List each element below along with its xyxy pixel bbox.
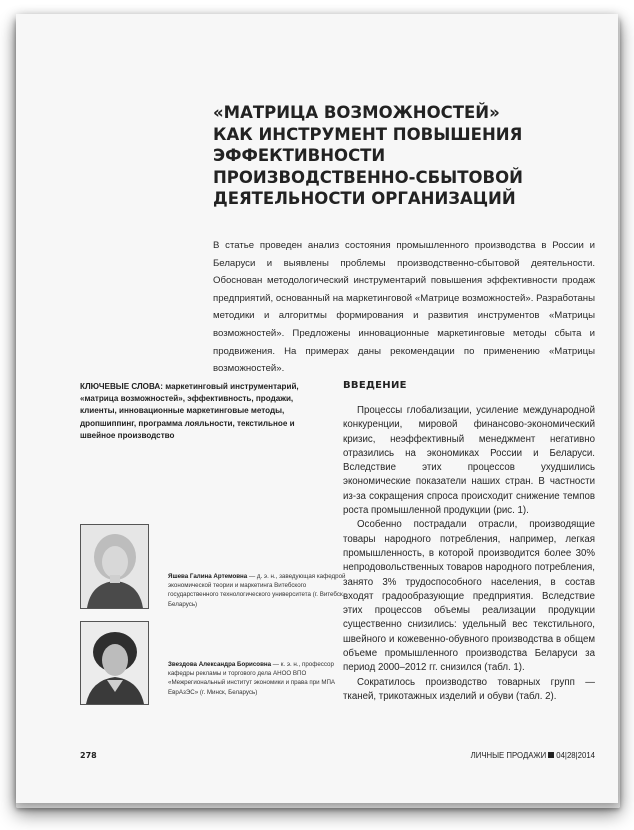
author-name: Звездова Александра Борисовна — [168, 661, 272, 668]
article-title — [213, 102, 543, 210]
title-line: ДЕЯТЕЛЬНОСТИ ОРГАНИЗАЦИЙ — [213, 189, 516, 208]
journal-name: ЛИЧНЫЕ ПРОДАЖИ — [470, 751, 547, 760]
body-paragraph: Особенно пострадали отрасли, производящие товары народного потребления, например, легкая промышленность, в которой производится более 30% непродовольственных товаров народного потребления, занято 3% трудоспособного населения, в состав входят градообразующие предприятия. Вследствие этих процессов объемы реализации продукции существенно снизились: удельный вес текстильного, швейного и кожевенно-обувного производства в общем объеме промышленного производства Беларуси за период 2000–2012 гг. снизился (табл. 1). — [343, 519, 595, 674]
body-paragraph: Процессы глобализации, усиление международной конкуренции, мировой финансово-экономический кризис, неэффективный менеджмент негативно отразились на экономиках России и Беларуси. Вследствие этих процессов ухудшились экономические показатели наших стран. В частности из-за сокращения спроса происходит снижение темпов роста промышленной продукции (рис. 1). — [343, 405, 595, 517]
abstract: В статье проведен анализ состояния промышленного производства в России и Беларуси и выявлены проблемы производственно-сбытовой деятельности. Обоснован методологический инструментарий повышения эффективности продаж предприятий, основанный на маркетинговой «Матрице возможностей». Разработаны методики и алгоритмы формирования и развития инструментов «Матрицы возможностей». Предложены инновационные маркетинговые методы сбыта и продвижения. На примерах даны рекомендации по применению «Матрицы возможностей». — [213, 240, 595, 375]
section-heading: ВВЕДЕНИЕ — [343, 380, 407, 391]
square-icon — [548, 752, 554, 758]
author-details: — д. э. н., заведующая кафедрой экономической теории и маркетинга Витебского государственного технологического университета (г. Витебск, Беларусь) — [168, 573, 346, 608]
title-line: ПРОИЗВОДСТВЕННО-СБЫТОВОЙ — [213, 167, 523, 187]
title-line: КАК ИНСТРУМЕНТ ПОВЫШЕНИЯ — [213, 124, 523, 144]
article-body — [343, 404, 595, 704]
author-photo — [80, 621, 149, 705]
title-line: «МАТРИЦА ВОЗМОЖНОСТЕЙ» — [213, 103, 500, 122]
author-info — [168, 660, 348, 697]
journal-footer — [471, 751, 595, 760]
author-info — [168, 572, 348, 609]
author-photo — [80, 524, 149, 609]
author-name: Яшева Галина Артемовна — [168, 573, 248, 580]
author-details: — к. э. н., профессор кафедры рекламы и торгового дела АНОО ВПО «Межрегиональный институт экономики и права при МПА ЕврАзЭС» (г. Минск, Беларусь) — [168, 661, 336, 696]
issue-number: 04|28|2014 — [556, 751, 595, 760]
page-number: 278 — [80, 751, 97, 760]
body-paragraph: Сократилось производство товарных групп — тканей, трикотажных изделий и обуви (табл. 2). — [343, 676, 595, 702]
title-line: ЭФФЕКТИВНОСТИ — [213, 146, 386, 165]
keywords: КЛЮЧЕВЫЕ СЛОВА: маркетинговый инструментарий, «матрица возможностей», эффективность, продажи, клиенты, инновационные маркетинговые методы, дропшиппинг, программа лояльности, текстильное и швейное производство — [80, 382, 299, 440]
